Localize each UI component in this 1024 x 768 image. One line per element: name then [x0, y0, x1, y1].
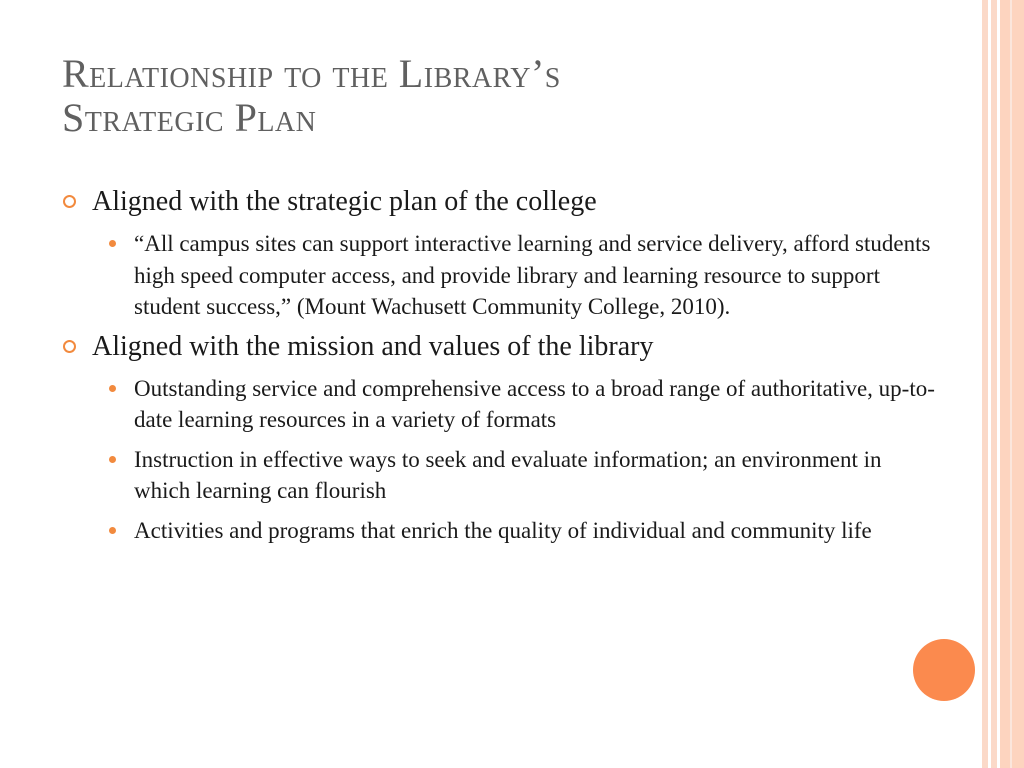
slide-content	[62, 186, 942, 554]
slide-title	[62, 52, 942, 140]
sub-bullet-text: Outstanding service and comprehensive access to a broad range of authoritative, up-to-date learning resources in a variety of formats	[134, 375, 935, 432]
dot-bullet-icon	[109, 456, 116, 463]
bullet-level-2	[62, 444, 942, 507]
bullet-level-2	[62, 515, 942, 547]
sub-bullet-text: Instruction in effective ways to seek and evaluate information; an environment in which learning can flourish	[134, 446, 882, 503]
bullet-text: Aligned with the strategic plan of the college	[92, 186, 597, 217]
decorative-stripe	[991, 0, 997, 768]
dot-bullet-icon	[109, 527, 116, 534]
bullet-level-2	[62, 373, 942, 436]
dot-bullet-icon	[109, 240, 116, 247]
ring-bullet-icon	[63, 340, 76, 353]
decorative-stripe	[1000, 0, 1024, 768]
bullet-text: Aligned with the mission and values of the library	[92, 330, 654, 362]
bullet-level-2	[62, 228, 942, 323]
bullet-level-1	[62, 331, 942, 363]
sub-bullet-text: “All campus sites can support interactive learning and service delivery, afford students high speed computer access, and provide library and learning resource to support student success,” (Mount Wachusett Community College, 2010).	[134, 231, 931, 319]
decorative-stripe	[982, 0, 988, 768]
slide-title-line-2: Strategic Plan	[62, 95, 317, 140]
ring-bullet-icon	[63, 195, 76, 208]
bullet-level-1	[62, 186, 942, 218]
dot-bullet-icon	[109, 385, 116, 392]
sub-bullet-text: Activities and programs that enrich the quality of individual and community life	[134, 517, 872, 543]
decorative-circle	[913, 639, 975, 701]
bullet-group	[62, 331, 942, 547]
slide-title-line-1: Relationship to the Library’s	[62, 51, 561, 96]
bullet-group	[62, 186, 942, 323]
